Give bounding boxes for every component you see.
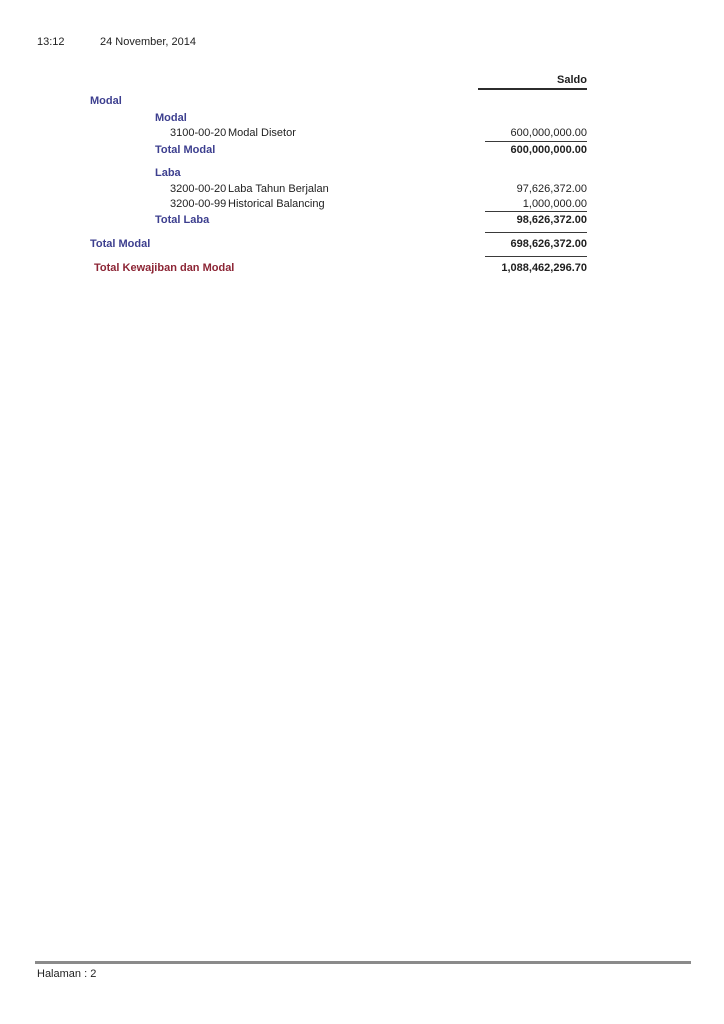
column-header-saldo: Saldo (557, 74, 587, 86)
group-total-label: Total Modal (155, 144, 216, 156)
grand-total-label: Total Modal (90, 238, 151, 250)
account-code: 3100-00-20 (170, 127, 227, 139)
subtotal-rule (485, 211, 587, 212)
account-name: Historical Balancing (228, 198, 325, 210)
account-saldo: 1,000,000.00 (522, 198, 587, 210)
print-date: 24 November, 2014 (100, 36, 197, 48)
final-total-label: Total Kewajiban dan Modal (94, 262, 235, 274)
column-header-rule (478, 88, 587, 90)
print-time: 13:12 (37, 36, 65, 48)
account-name: Modal Disetor (228, 127, 296, 139)
group-heading-modal: Modal (155, 112, 187, 124)
group-total-value: 600,000,000.00 (510, 144, 587, 156)
account-saldo: 97,626,372.00 (516, 183, 587, 195)
account-code: 3200-00-99 (170, 198, 227, 210)
final-total-value: 1,088,462,296.70 (501, 262, 587, 274)
account-saldo: 600,000,000.00 (510, 127, 587, 139)
grand-total-value: 698,626,372.00 (510, 238, 587, 250)
section-heading-modal: Modal (90, 95, 122, 107)
account-code: 3200-00-20 (170, 183, 227, 195)
subtotal-rule (485, 141, 587, 142)
account-name: Laba Tahun Berjalan (228, 183, 329, 195)
footer-page-number: Halaman : 2 (37, 968, 97, 980)
final-total-rule (485, 256, 587, 257)
grand-total-rule (485, 232, 587, 233)
group-heading-laba: Laba (155, 167, 181, 179)
group-total-label: Total Laba (155, 214, 210, 226)
footer-rule (35, 961, 691, 964)
group-total-value: 98,626,372.00 (516, 214, 587, 226)
